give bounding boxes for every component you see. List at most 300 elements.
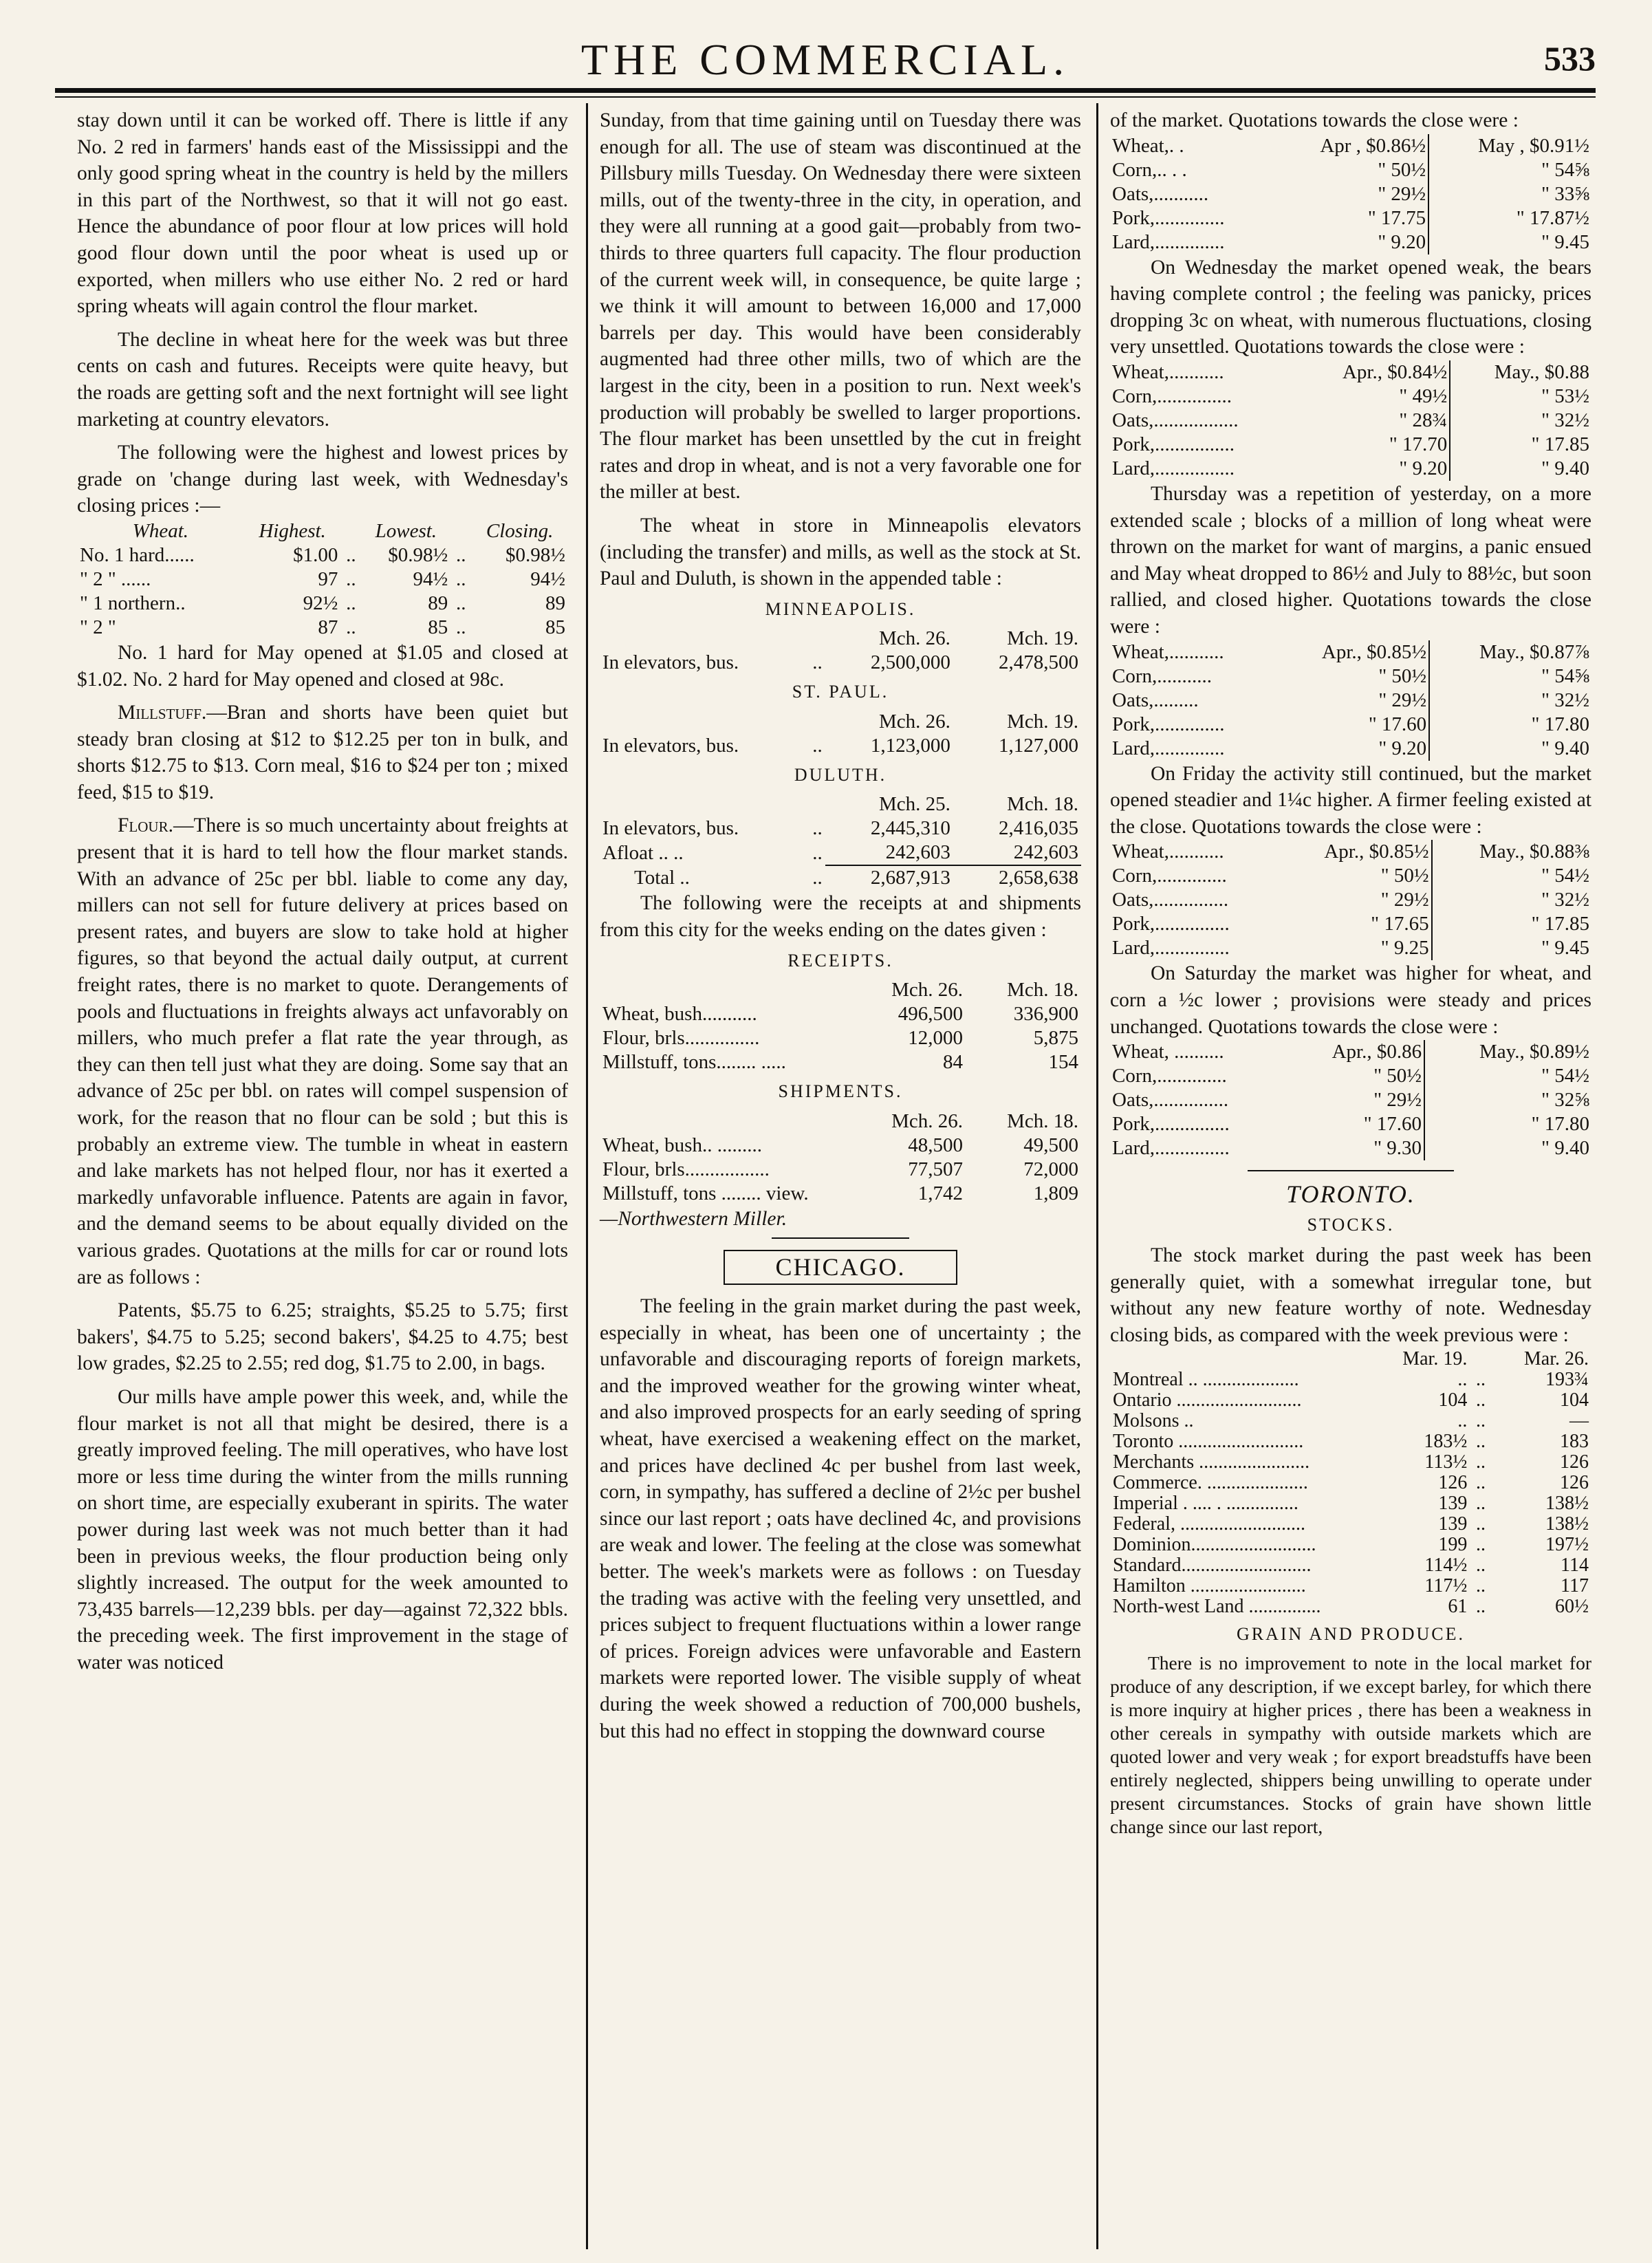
table-cell: " 32½ bbox=[1450, 409, 1591, 433]
table-cell: Oats,......... bbox=[1112, 689, 1199, 711]
table-heading: RECEIPTS. bbox=[787, 950, 893, 971]
table-cell: Corn,.............. bbox=[1112, 1065, 1227, 1087]
table-cell: In elevators, bus. bbox=[602, 734, 739, 757]
paragraph: Sunday, from that time gaining until on Tuesday there was enough for all. The use of steam was discontinued at the Pillsbury mills Tuesday. On Wednesday there were sixteen mills, out of the twenty-three in the city, in operation, and they were all running at a good gait—probably from two-thirds to three quarters full capacity. The flour production of the current week will, in consequence, be quite large ; we think it will amount to between 16,000 and 17,000 barrels per day. This would have been considerably augmented had three other mills, two of which are the largest in the city, been in a position to run. Next week's production will probably be swelled to larger proportions. The flour market has been unsettled by the cut in freight rates and drop in wheat, and is not a very favorable one for the miller at best. bbox=[600, 109, 1081, 504]
table-cell: In elevators, bus. bbox=[602, 817, 739, 840]
paragraph: No. 1 hard for May opened at $1.05 and closed at $1.02. No. 2 hard for May opened and closed at 98c. bbox=[77, 641, 568, 691]
subsection-heading: STOCKS. bbox=[1307, 1214, 1395, 1235]
table-cell: " 33⅝ bbox=[1428, 182, 1591, 206]
table-cell: 193¾ bbox=[1545, 1368, 1589, 1390]
table-cell: Apr., $0.84½ bbox=[1342, 360, 1448, 383]
table-cell: " 49½ bbox=[1399, 385, 1448, 407]
table-cell: In elevators, bus. bbox=[602, 651, 739, 674]
quotation-table bbox=[1110, 134, 1591, 255]
column-3 bbox=[1110, 107, 1591, 1839]
table-row bbox=[1110, 912, 1591, 936]
date-header: Mch. 19. bbox=[1007, 627, 1078, 650]
table-cell: 117½ bbox=[1424, 1574, 1468, 1596]
table-cell: 2,445,310 bbox=[870, 817, 950, 840]
table-cell: $0.98½ bbox=[388, 543, 448, 566]
table-cell: 89 bbox=[428, 592, 448, 614]
paragraph: Our mills have ample power this week, and, while the flour market is not all that might be desired, there is a greatly improved feeling. The mill operatives, who have lost more or less time during the winter from the mills running on short time, are especially exuberant in spirits. The water power during last week was not much better than it had been in previous weeks, the flour production being only slightly increased. The output for the week amounted to 73,435 barrels—12,239 bbls. per day—against 72,322 bbls. the preceding week. The first improvement in the stage of water was noticed bbox=[77, 1385, 568, 1674]
table-cell: May., $0.87⅞ bbox=[1429, 640, 1591, 664]
paragraph: On Wednesday the market opened weak, the bears having complete control ; the feeling was panicky, prices dropping 3c on wheat, with numerous fluctuations, closing very unsettled. Quotations towards the close were : bbox=[1110, 256, 1591, 358]
table-row bbox=[600, 1182, 1081, 1206]
table-header: Closing. bbox=[486, 519, 554, 542]
table-cell: $1.00 bbox=[293, 543, 338, 566]
table-cell: " 32½ bbox=[1429, 689, 1591, 713]
table-cell: Apr , $0.86½ bbox=[1320, 134, 1426, 157]
table-cell: Apr., $0.86 bbox=[1332, 1041, 1422, 1063]
paragraph: The following were the receipts at and shipments from this city for the weeks ending on the dates given : bbox=[600, 892, 1081, 942]
table-cell: .. bbox=[1475, 1554, 1486, 1576]
table-row bbox=[1110, 1064, 1591, 1088]
table-cell: .. bbox=[1475, 1389, 1486, 1411]
table-cell: .. bbox=[456, 567, 466, 590]
table-header: Wheat. bbox=[132, 519, 189, 542]
table-cell: Molsons .. bbox=[1113, 1409, 1194, 1431]
table-row bbox=[1110, 182, 1591, 206]
table-cell: 2,500,000 bbox=[870, 651, 950, 674]
table-cell: 199 bbox=[1438, 1533, 1468, 1555]
section-heading-chicago: CHICAGO. bbox=[724, 1250, 957, 1285]
section-label: Millstuff. bbox=[118, 702, 207, 724]
table-cell: " 54½ bbox=[1432, 864, 1591, 888]
paragraph: of the market. Quotations towards the close were : bbox=[1110, 109, 1519, 131]
table-cell: 104 bbox=[1438, 1389, 1468, 1411]
grade-price-table bbox=[77, 519, 568, 640]
quotation-table bbox=[1110, 1040, 1591, 1160]
table-cell: Afloat .. .. bbox=[602, 841, 684, 864]
table-row bbox=[1110, 664, 1591, 689]
table-cell: Wheat, .......... bbox=[1112, 1041, 1224, 1063]
table-cell: Pork,............... bbox=[1112, 1113, 1230, 1136]
table-cell: " 1 northern.. bbox=[80, 592, 186, 614]
section-heading-toronto: TORONTO. bbox=[1286, 1180, 1415, 1209]
table-row bbox=[1110, 1136, 1591, 1160]
table-cell: 126 bbox=[1560, 1451, 1589, 1473]
table-cell: " 9.30 bbox=[1373, 1137, 1422, 1160]
paragraph: The stock market during the past week has been generally quiet, with a somewhat irregular tone, but without any new feature worthy of note. Wednesday closing bids, as compared with the week previous were : bbox=[1110, 1244, 1591, 1347]
section-rule bbox=[1248, 1170, 1454, 1171]
table-row bbox=[600, 816, 1081, 841]
table-cell: " 2 " ...... bbox=[80, 567, 151, 590]
table-cell: 138½ bbox=[1545, 1513, 1589, 1535]
table-cell: 138½ bbox=[1545, 1492, 1589, 1514]
table-cell: " 54⅝ bbox=[1428, 158, 1591, 182]
table-cell: 183½ bbox=[1424, 1430, 1468, 1452]
subsection-heading: GRAIN AND PRODUCE. bbox=[1236, 1623, 1466, 1644]
table-row bbox=[77, 616, 568, 640]
table-cell: " 29½ bbox=[1380, 889, 1429, 911]
table-cell: .. bbox=[1475, 1471, 1486, 1493]
table-cell: .. bbox=[1475, 1492, 1486, 1514]
table-cell: Federal, .......................... bbox=[1113, 1513, 1305, 1535]
column-1 bbox=[77, 107, 568, 1676]
column-divider bbox=[1096, 103, 1098, 2249]
table-cell: Lard,................ bbox=[1112, 457, 1235, 479]
header-rule bbox=[55, 88, 1596, 93]
table-row bbox=[1110, 1535, 1591, 1555]
table-cell: 114 bbox=[1561, 1554, 1589, 1576]
table-cell: 242,603 bbox=[953, 841, 1081, 865]
table-row bbox=[600, 841, 1081, 865]
table-cell: 126 bbox=[1560, 1471, 1589, 1493]
quotation-table bbox=[1110, 640, 1591, 761]
table-cell: 139 bbox=[1438, 1492, 1468, 1514]
table-cell: 61 bbox=[1448, 1595, 1468, 1617]
table-row bbox=[1110, 206, 1591, 230]
table-cell: " 50½ bbox=[1373, 1065, 1422, 1087]
table-row bbox=[600, 651, 1081, 675]
table-cell: " 9.40 bbox=[1450, 457, 1591, 481]
table-cell: Millstuff, tons ........ view. bbox=[602, 1182, 809, 1204]
table-cell: .. bbox=[1457, 1368, 1468, 1390]
table-row bbox=[1110, 1576, 1591, 1596]
table-row bbox=[77, 543, 568, 567]
date-header: Mar. 19. bbox=[1402, 1347, 1468, 1369]
table-cell: " 54½ bbox=[1424, 1064, 1591, 1088]
table-row bbox=[1110, 689, 1591, 713]
table-cell: " 17.70 bbox=[1389, 433, 1448, 455]
table-cell: .. bbox=[1475, 1451, 1486, 1473]
table-cell: Wheat,........... bbox=[1112, 360, 1224, 383]
paragraph: Patents, $5.75 to 6.25; straights, $5.25 to 5.75; first bakers', $4.75 to 5.25; second bakers', $4.25 to 4.75; best low grades, $2.25 to 2.55; red dog, $1.75 to 2.00, in bags. bbox=[77, 1299, 568, 1375]
table-row bbox=[1110, 385, 1591, 409]
paragraph: The decline in wheat here for the week was but three cents on cash and futures. Receipts were quite heavy, but the roads are getting soft and the next fortnight will see light marketing at country elevators. bbox=[77, 328, 568, 431]
table-cell: Imperial . .... . ............... bbox=[1113, 1492, 1298, 1514]
table-row bbox=[1110, 1040, 1591, 1064]
table-cell: 92½ bbox=[303, 592, 338, 614]
table-cell: May., $0.88 bbox=[1450, 360, 1591, 385]
table-row bbox=[1110, 713, 1591, 737]
table-cell: .. bbox=[1475, 1368, 1486, 1390]
table-cell: " 17.80 bbox=[1424, 1112, 1591, 1136]
table-row bbox=[1110, 1390, 1591, 1411]
table-cell: " 9.20 bbox=[1378, 230, 1426, 253]
table-cell: 84 bbox=[943, 1051, 963, 1074]
table-row bbox=[1110, 888, 1591, 912]
table-cell: Lard,............... bbox=[1112, 1137, 1230, 1160]
table-cell: 242,603 bbox=[825, 841, 953, 865]
table-cell: " 9.40 bbox=[1424, 1136, 1591, 1160]
table-heading: MINNEAPOLIS. bbox=[765, 598, 916, 619]
table-cell: 85 bbox=[545, 616, 565, 638]
table-cell: Lard,.............. bbox=[1112, 230, 1225, 253]
table-cell: Wheat,. . bbox=[1112, 134, 1184, 157]
table-row bbox=[1110, 230, 1591, 255]
table-cell: .. bbox=[1475, 1409, 1486, 1431]
table-cell: 94½ bbox=[530, 567, 565, 590]
table-cell: .. bbox=[1475, 1513, 1486, 1535]
table-cell: 197½ bbox=[1545, 1533, 1589, 1555]
table-cell: Dominion.......................... bbox=[1113, 1533, 1316, 1555]
table-cell: 60½ bbox=[1555, 1595, 1589, 1617]
table-cell: .. bbox=[1475, 1595, 1486, 1617]
stocks-table bbox=[1110, 1349, 1591, 1617]
table-cell: " 32½ bbox=[1432, 888, 1591, 912]
table-header: Highest. bbox=[259, 519, 326, 542]
table-cell: " 17.87½ bbox=[1428, 206, 1591, 230]
table-row bbox=[1110, 840, 1591, 864]
table-cell: May., $0.88⅜ bbox=[1432, 840, 1591, 864]
table-cell: .. bbox=[346, 592, 356, 614]
table-cell: .. bbox=[812, 841, 823, 864]
table-cell: " 28¾ bbox=[1399, 409, 1448, 431]
table-cell: " 17.60 bbox=[1368, 713, 1427, 735]
table-heading: DULUTH. bbox=[794, 764, 887, 785]
table-cell: Millstuff, tons........ ..... bbox=[602, 1051, 786, 1074]
table-cell: 1,742 bbox=[917, 1182, 963, 1204]
date-header: Mch. 18. bbox=[1007, 1109, 1078, 1132]
table-cell: .. bbox=[456, 616, 466, 638]
table-cell: " 9.40 bbox=[1429, 737, 1591, 761]
table-cell: " 32⅝ bbox=[1424, 1088, 1591, 1112]
table-cell: .. bbox=[346, 616, 356, 638]
table-row bbox=[1110, 737, 1591, 761]
table-cell: 183 bbox=[1560, 1430, 1589, 1452]
table-cell: .. bbox=[346, 567, 356, 590]
source-credit: —Northwestern Miller. bbox=[600, 1207, 787, 1230]
table-cell: .. bbox=[456, 543, 466, 566]
date-header: Mar. 26. bbox=[1523, 1347, 1589, 1369]
table-cell: 117 bbox=[1561, 1574, 1589, 1596]
paragraph: There is no improvement to note in the local market for produce of any description, if we except barley, for which there is more inquiry at higher prices , there has been a weakness in other cereals in sympathy with outside markets which are quoted lower and very weak ; for export breadstuffs have been entirely neglected, shippers being unwilling to operate under present circumstances. Stocks of grain have shown little change since our last report, bbox=[1110, 1652, 1591, 1838]
table-cell: .. bbox=[812, 651, 823, 674]
table-row bbox=[1110, 1473, 1591, 1493]
table-heading: ST. PAUL. bbox=[792, 682, 889, 702]
table-cell: Wheat,........... bbox=[1112, 841, 1224, 863]
table-row bbox=[600, 1050, 1081, 1074]
table-cell: 139 bbox=[1438, 1513, 1468, 1535]
table-cell: Lard,.............. bbox=[1112, 737, 1225, 759]
table-cell: Wheat,........... bbox=[1112, 640, 1224, 663]
table-cell: 496,500 bbox=[898, 1003, 963, 1026]
paragraph: On Friday the activity still continued, but the market opened steadier and 1¼c higher. A firmer feeling existed at the close. Quotations towards the close were : bbox=[1110, 762, 1591, 838]
date-header: Mch. 26. bbox=[878, 627, 950, 650]
table-cell: " 29½ bbox=[1373, 1089, 1422, 1112]
receipts-table bbox=[600, 978, 1081, 1074]
table-cell: " 2 " bbox=[80, 616, 116, 638]
table-cell: " 9.20 bbox=[1399, 457, 1448, 479]
table-cell: 1,123,000 bbox=[870, 734, 950, 757]
shipments-table bbox=[600, 1109, 1081, 1206]
table-cell: " 50½ bbox=[1378, 158, 1426, 181]
duluth-table bbox=[600, 792, 1081, 890]
table-cell: 48,500 bbox=[908, 1134, 963, 1156]
table-cell: 2,687,913 bbox=[870, 867, 950, 889]
table-cell: 85 bbox=[428, 616, 448, 638]
table-cell: " 54⅝ bbox=[1429, 664, 1591, 689]
table-cell: " 29½ bbox=[1378, 689, 1427, 711]
table-cell: " 17.75 bbox=[1367, 206, 1426, 229]
table-cell: Pork,.............. bbox=[1112, 206, 1225, 229]
paragraph: Thursday was a repetition of yesterday, on a more extended scale ; blocks of a million of long wheat were thrown on the market for want of margins, a panic ensued and May wheat dropped to 86½ and July to 88½c, but soon rallied, and closed higher. Quotations towards the close were : bbox=[1110, 482, 1591, 638]
table-cell: .. bbox=[812, 734, 823, 757]
table-cell: .. bbox=[456, 592, 466, 614]
table-row bbox=[600, 1026, 1081, 1050]
table-cell: .. bbox=[1475, 1533, 1486, 1555]
table-cell: 2,658,638 bbox=[999, 867, 1078, 889]
table-cell: 1,809 bbox=[1033, 1182, 1078, 1204]
paragraph: The wheat in store in Minneapolis elevators (including the transfer) and mills, as well as the stock at St. Paul and Duluth, is shown in the appended table : bbox=[600, 514, 1081, 590]
paragraph-text: —There is so much uncertainty about freights at present that it is hard to tell how the flour market stands. With an advance of 25c per bbl. liable to come any day, millers can not sell for future delivery at prices based on present rates, and buyers are slow to take hold at higher figures, so that beyond the actual daily output, at current freight rates, there is no market to quote. Derangements of pools and fluctuations in freights always act unfavorably on millers, who much prefer a flat rate the year through, as they can then tell just what they are doing. Some say that an advance of 25c per bbl. on rates will compel suspension of work, for the reason that no flour can be sold ; but this is probably an extreme view. The tumble in wheat in eastern and lake markets has not helped flour, nor has it exerted a markedly unfavorable influence. Patents are again in favor, and the demand seems to be about equally divided on the various grades. Quotations at the mills for car or round lots are as follows : bbox=[77, 814, 568, 1288]
table-cell: May , $0.91½ bbox=[1428, 134, 1591, 158]
table-cell: " 17.80 bbox=[1429, 713, 1591, 737]
table-cell: " 29½ bbox=[1378, 182, 1426, 205]
table-cell: " 9.25 bbox=[1380, 937, 1429, 960]
column-2 bbox=[600, 107, 1081, 1744]
table-heading: SHIPMENTS. bbox=[778, 1081, 903, 1102]
table-cell: Pork,................ bbox=[1112, 433, 1235, 455]
table-cell: Corn,.............. bbox=[1112, 865, 1227, 887]
table-row bbox=[1110, 936, 1591, 960]
table-cell: " 50½ bbox=[1380, 865, 1429, 887]
table-cell: Apr., $0.85½ bbox=[1321, 640, 1427, 663]
table-cell: .. bbox=[1475, 1574, 1486, 1596]
table-row bbox=[1110, 1452, 1591, 1473]
table-cell: 72,000 bbox=[1023, 1158, 1078, 1180]
table-cell: Wheat, bush........... bbox=[602, 1003, 757, 1026]
table-cell: " 50½ bbox=[1378, 664, 1427, 687]
table-row bbox=[1110, 457, 1591, 481]
table-cell: 2,478,500 bbox=[999, 651, 1078, 674]
table-row bbox=[1110, 640, 1591, 664]
table-row bbox=[1110, 1369, 1591, 1390]
paragraph bbox=[77, 700, 568, 805]
table-cell: Flour, brls................. bbox=[602, 1158, 770, 1180]
table-row bbox=[1110, 1431, 1591, 1452]
paragraph: The feeling in the grain market during the past week, especially in wheat, has been one of uncertainty ; the unfavorable and discouraging reports of foreign markets, and the improved weather for the growing winter wheat, and also improved prospects for an early seeding of spring wheat, have exercised a weakening effect on the market, and prices have declined 4c per bushel from last week, corn, in sympathy, has suffered a decline of 2½c per bushel since our last report ; oats have declined 4c, and provisions are weak and lower. The feeling at the close was somewhat better. The week's markets were as follows : on Tuesday the trading was active with the feeling very unsettled, and prices subject to frequent fluctuations within a lower range of prices. Foreign advices were unfavorable and Eastern markets were reported lower. The visible supply of wheat during the week showed a reduction of 700,000 bushels, but this had no effect in stopping the downward course bbox=[600, 1295, 1081, 1742]
table-cell: May., $0.89½ bbox=[1424, 1040, 1591, 1064]
section-rule bbox=[772, 1237, 909, 1239]
table-cell: 89 bbox=[545, 592, 565, 614]
masthead-title: THE COMMERCIAL. bbox=[580, 35, 1070, 84]
table-cell: Standard........................... bbox=[1113, 1554, 1312, 1576]
date-header: Mch. 26. bbox=[878, 710, 950, 733]
table-row bbox=[1110, 134, 1591, 158]
table-cell: 114½ bbox=[1424, 1554, 1468, 1576]
table-cell: Corn,........... bbox=[1112, 664, 1212, 687]
column-divider bbox=[586, 103, 588, 2249]
minneapolis-table bbox=[600, 627, 1081, 675]
table-cell: " 9.20 bbox=[1378, 737, 1427, 759]
table-cell: No. 1 hard...... bbox=[80, 543, 195, 566]
table-cell: 154 bbox=[1048, 1051, 1078, 1074]
table-cell: " 17.60 bbox=[1363, 1113, 1422, 1136]
date-header: Mch. 18. bbox=[1007, 979, 1078, 1001]
table-row bbox=[1110, 1493, 1591, 1514]
table-row bbox=[1110, 1411, 1591, 1431]
table-cell: Montreal .. .................... bbox=[1113, 1368, 1299, 1390]
table-cell: Oats,............... bbox=[1112, 1089, 1229, 1112]
table-cell: Lard,............... bbox=[1112, 937, 1230, 960]
paragraph: On Saturday the market was higher for wheat, and corn a ½c lower ; provisions were steady and prices unchanged. Quotations towards the close were : bbox=[1110, 962, 1591, 1038]
table-row bbox=[1110, 360, 1591, 385]
table-cell: 104 bbox=[1560, 1389, 1589, 1411]
table-cell: Corn,............... bbox=[1112, 385, 1232, 407]
table-row bbox=[1110, 1555, 1591, 1576]
table-cell: North-west Land ............... bbox=[1113, 1595, 1321, 1617]
table-cell: 126 bbox=[1438, 1471, 1468, 1493]
table-row bbox=[77, 567, 568, 592]
table-cell: Oats,................. bbox=[1112, 409, 1239, 431]
table-row bbox=[1110, 1596, 1591, 1617]
table-cell: Total .. bbox=[634, 866, 690, 889]
table-header: Lowest. bbox=[375, 519, 437, 542]
table-cell: Flour, brls............... bbox=[602, 1027, 760, 1050]
table-cell: $0.98½ bbox=[506, 543, 565, 566]
paragraph: The following were the highest and lowest prices by grade on 'change during last week, with Wednesday's closing prices :— bbox=[77, 442, 568, 517]
table-row bbox=[1110, 409, 1591, 433]
page-number: 533 bbox=[1544, 39, 1596, 78]
stpaul-table bbox=[600, 710, 1081, 758]
section-label: Flour. bbox=[118, 814, 173, 837]
table-row bbox=[600, 734, 1081, 758]
paragraph-text: —Bran and shorts have been quiet but steady bran closing at $12 to $12.25 per ton in bulk, and shorts $12.75 to $13. Corn meal, $16 to $24 per ton ; mixed feed, $15 to $19. bbox=[77, 702, 568, 803]
paragraph bbox=[77, 812, 568, 1290]
table-cell: Pork,.............. bbox=[1112, 713, 1225, 735]
page-header bbox=[55, 28, 1596, 89]
table-cell: " 9.45 bbox=[1428, 230, 1591, 255]
table-cell: 12,000 bbox=[908, 1027, 963, 1050]
table-row bbox=[1110, 1112, 1591, 1136]
table-cell: " 53½ bbox=[1450, 385, 1591, 409]
table-cell: 49,500 bbox=[1023, 1134, 1078, 1156]
date-header: Mch. 18. bbox=[1007, 793, 1078, 816]
date-header: Mch. 25. bbox=[878, 793, 950, 816]
table-row-total bbox=[600, 865, 1081, 890]
table-row bbox=[1110, 158, 1591, 182]
table-row bbox=[1110, 1514, 1591, 1535]
table-cell: Wheat, bush.. ......... bbox=[602, 1134, 762, 1156]
table-cell: Oats,........... bbox=[1112, 182, 1209, 205]
table-cell: .. bbox=[346, 543, 356, 566]
table-row bbox=[77, 592, 568, 616]
table-cell: Commerce. ..................... bbox=[1113, 1471, 1308, 1493]
table-cell: .. bbox=[812, 866, 823, 889]
table-row bbox=[600, 1134, 1081, 1158]
table-cell: Pork,............... bbox=[1112, 913, 1230, 935]
table-cell: Oats,............... bbox=[1112, 889, 1229, 911]
quotation-table bbox=[1110, 840, 1591, 960]
table-cell: " 17.65 bbox=[1371, 913, 1429, 935]
table-cell: " 9.45 bbox=[1432, 936, 1591, 960]
paragraph: stay down until it can be worked off. There is little if any No. 2 red in farmers' hands east of the Mississippi and the only good spring wheat in the country is held by the millers in this part of the Northwest, so that it will not go east. Hence the abundance of poor flour at low prices will hold good flour down until the poor wheat is used up or exported, when millers who use either No. 2 red or hard spring wheats will again control the flour market. bbox=[77, 109, 568, 318]
table-cell: Merchants ....................... bbox=[1113, 1451, 1310, 1473]
table-cell: 94½ bbox=[413, 567, 448, 590]
quotation-table bbox=[1110, 360, 1591, 481]
header-rule-thin bbox=[55, 96, 1596, 98]
table-cell: 77,507 bbox=[908, 1158, 963, 1180]
table-cell: 1,127,000 bbox=[999, 734, 1078, 757]
date-header: Mch. 26. bbox=[891, 979, 963, 1001]
table-cell: 5,875 bbox=[1033, 1027, 1078, 1050]
table-cell: 336,900 bbox=[1013, 1003, 1078, 1026]
table-cell: 87 bbox=[318, 616, 338, 638]
table-cell: .. bbox=[1475, 1430, 1486, 1452]
table-cell: Toronto .......................... bbox=[1113, 1430, 1304, 1452]
date-header: Mch. 26. bbox=[891, 1109, 963, 1132]
table-cell: Ontario .......................... bbox=[1113, 1389, 1302, 1411]
table-cell: .. bbox=[1457, 1409, 1468, 1431]
table-cell: Apr., $0.85½ bbox=[1324, 841, 1429, 863]
table-row bbox=[600, 1002, 1081, 1026]
table-cell: " 17.85 bbox=[1450, 433, 1591, 457]
table-cell: 113½ bbox=[1424, 1451, 1468, 1473]
table-row bbox=[1110, 864, 1591, 888]
table-cell: " 17.85 bbox=[1432, 912, 1591, 936]
